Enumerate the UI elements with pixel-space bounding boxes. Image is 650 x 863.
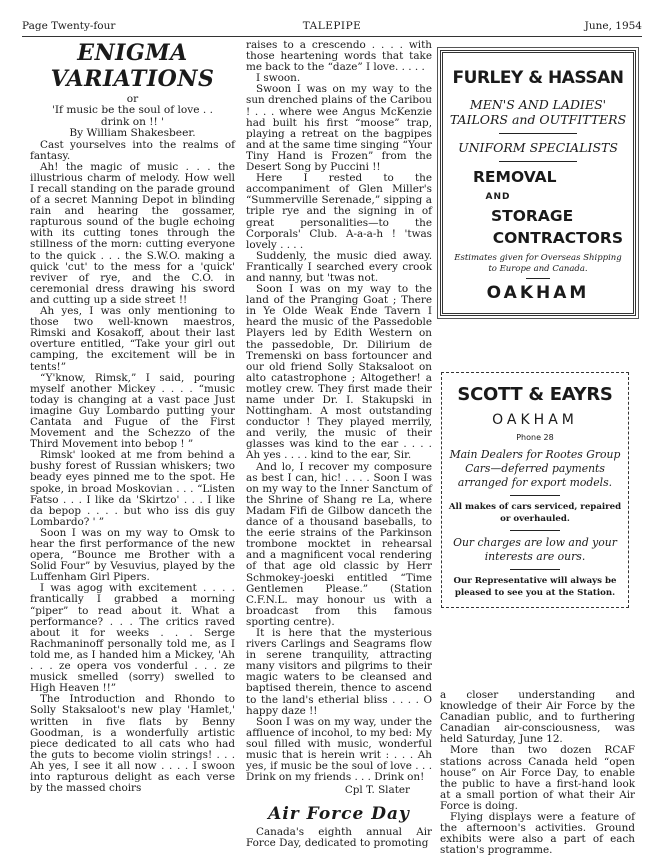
paragraph: Soon I was on my way to Omsk to hear the first performance of the new opera, “Bounce me Brother with a Solid Four” by Vesuvius, played by the Luffenham Girl Pipers. [30, 526, 235, 584]
subtitle-or: or [126, 93, 139, 105]
divider [510, 495, 560, 496]
paragraph: More than two dozen RCAF stations across Canada held “open house” on Air Force Day, to enable the public to have a first-hand look at a small portion of what their Air Force is doing. [440, 744, 635, 812]
advert-name: FURLEY & HASSAN [452, 68, 624, 88]
air-force-day-column [440, 690, 635, 856]
advert-dealers: Main Dealers for Rootes Group Cars—deferred payments arranged for export models. [449, 448, 621, 489]
publication-name: TALEPIPE [302, 20, 362, 32]
paragraph: Flying displays were a feature of the afternoon's activities. Ground exhibits were also a part of each station's programme. [440, 811, 635, 857]
air-force-day-title: Air Force Day [268, 804, 410, 825]
subtitle-quote-1: 'If music be the soul of love . . [51, 104, 214, 117]
paragraph: “Y'know, Rimsk,” I said, pouring myself another Mickey . . . . “music today is changing at a vast pace Just imagine Guy Lombardo putting your Cantata and Fugue of the First Movement and the Schezzo of the Third Movement into bebop ! ” [30, 371, 235, 451]
subtitle-quote-2: drink on !! ' [100, 115, 165, 128]
paragraph: Soon I was on my way to the land of the Pranging Goat ; There in Ye Olde Weak Ende Tavern I heard the music of the Passedoble Players led by Edith Western on the passedoble, Dr. Dilirium de Tremenski on bass fortouncer and our old friend Solly Staksaloot on alto catastrophone ; Altogether! a motley crew. They first made their name under Dr. I. Stakupski in Nottingham. A most outstanding conductor ! They played merrily, and verily, the music of their glasses was kind to the ear . . . . Ah yes . . . . kind to the ear, Sir. [246, 283, 432, 462]
article-title [30, 40, 235, 92]
paragraph: Rimsk' looked at me from behind a bushy forest of Russian whiskers; two beady eyes pinned me to the spot. He spoke, in broad Moskovian . . . “Listen Fatso . . . I like da 'Skirtzo' . . . I like da bepop . . . . but who iss dis guy Lombardo? ' ” [30, 449, 235, 528]
paragraph: I was agog with excitement . . . . frantically I grabbed a morning “piper” to read about it. What a performance? . . . The critics raved about it for weeks . . . Serge Rachmaninoff personally told me, as I told me, as I handed him a Mickey, 'Ah . . . ze opera vos vonderful . . . ze musick smelled (sorry) swelled to High Heaven !!” [30, 582, 235, 695]
paragraph: And lo, I recover my composure as best I can, hic! . . . . Soon I was on my way to the Inner Sanctum of the Shrine of Shang re La, where Madam Fifi de Gilbow danceth the dance of a thousand baseballs, to the eerie strains of the Parkinson trombone mocktet in rehearsal and a magnificent vocal rendering of that age old classic by Herr Schmokey-joeski entitled “Time Gentlemen Please.” (Station C.F.N.L. may honour us with a broadcast from this famous sporting centre). [246, 460, 432, 628]
divider [499, 161, 577, 162]
paragraph: I swoon. [256, 72, 301, 85]
furley-hassan-advert [440, 50, 636, 316]
article-column-2 [246, 40, 432, 850]
advert-and: AND [485, 192, 511, 202]
paragraph: Ah yes, I was only mentioning to those two well-known maestros, Rimski and Kosakoff, about their last overture entitled, “Take your girl out camping, the excitement will be in tents!” [30, 305, 235, 373]
advert-line: MEN'S AND LADIES' [469, 97, 607, 112]
advert-contractors: CONTRACTORS [492, 229, 623, 247]
paragraph: Ah! the magic of music . . . the illustrious charm of melody. How well I recall standing on the parade ground of a secret Manning Depot in blinding rain and hearing the gossamer, rapturous sound of the bugle echoing with its cutting tones through the stillness of the morn: cutting everyone to the quick . . . the S.W.O. making a quick 'cut' to the mess for a 'quick' reviver of rye, and the C.O. in ceremonial dress drawing his sword and cutting up a side street !! [30, 160, 235, 306]
advert-line: TAILORS and OUTFITTERS [449, 112, 627, 127]
paragraph: Canada's eighth annual Air Force Day, dedicated to promoting [246, 826, 432, 850]
article-title-line-1: ENIGMA [77, 40, 188, 66]
divider [510, 569, 560, 570]
advert-removal: REMOVAL [473, 168, 557, 186]
article-title-line-2: VARIATIONS [50, 66, 215, 92]
paragraph: Swoon I was on my way to the sun drenched plains of the Caribou ! . . . where wee Angus McKenzie had built his first “moose” trap, playing a retreat on the bagpipes and at the same time singing “Your Tiny Hand is Frozen” from the Desert Song by Puccini !! [246, 83, 432, 174]
page-header [22, 20, 642, 37]
advert-name: SCOTT & EAYRS [457, 384, 613, 405]
signature: Cpl T. Slater [344, 784, 410, 797]
page-number: Page Twenty-four [22, 20, 116, 32]
advert-town: OAKHAM [486, 283, 590, 303]
scott-eayrs-advert [441, 372, 629, 608]
advert-town: OAKHAM [492, 412, 578, 428]
paragraph: raises to a crescendo . . . . with those heartening words that take me back to the “daze” I love. . . . . [246, 39, 432, 74]
advert-estimates: to Europe and Canada. [488, 263, 588, 274]
paragraph: Here I rested to the accompaniment of Glen Miller's “Summerville Serenade,” sipping a triple rye and the signing in of great personalities—to the Corporals' Club. A-a-a-h ! 'twas lovely . . . . [246, 172, 432, 251]
paragraph: Cast yourselves into the realms of fantasy. [30, 138, 235, 162]
divider [510, 530, 560, 531]
advert-estimates: Estimates given for Overseas Shipping [454, 253, 622, 263]
advert-storage: STORAGE [491, 207, 574, 225]
advert-phone: Phone 28 [516, 433, 554, 442]
paragraph: It is here that the mysterious rivers Carlings and Seagrams flow in serene tranquility, attracting many visitors and pilgrims to their magic waters to be cleansed and baptised therein, thence to ascend to the land's etherial bliss . . . . O happy daze !! [246, 626, 432, 717]
advert-representative: Our Representative will always be pleased to see you at the Station. [453, 576, 617, 598]
paragraph: a closer understanding and knowledge of their Air Force by the Canadian public, and to furthering Canadian air-consciousness, was held Saturday, June 12. [440, 689, 635, 746]
paragraph: The Introduction and Rhondo to Solly Staksaloot's new play 'Hamlet,' written in five flats by Benny Goodman, is a wonderfully artistic piece dedicated to all cats who had the guts to become violin strings! . . . Ah yes, I see it all now . . . . I swoon into rapturous delight as each verse by the massed choirs [30, 693, 235, 795]
article-column-1 [30, 40, 235, 794]
advert-service: All makes of cars serviced, repaired or overhauled. [448, 502, 622, 524]
byline: By William Shakesbeer. [69, 127, 196, 140]
paragraph: Soon I was on my way, under the affluence of incohol, to my bed: My soul filled with music, wonderful music that is herein writ : . . . Ah yes, if music be the soul of love . . . Drink on my friends . . . Drink on! [246, 715, 432, 784]
issue-date: June, 1954 [584, 20, 642, 32]
advert-charges: Our charges are low and your interests are ours. [453, 536, 617, 563]
paragraph: Suddenly, the music died away. Frantically I searched every crook and nanny, but 'twas not. [246, 249, 432, 284]
divider [526, 278, 550, 279]
advert-specialists: UNIFORM SPECIALISTS [458, 140, 618, 155]
divider [499, 133, 577, 134]
